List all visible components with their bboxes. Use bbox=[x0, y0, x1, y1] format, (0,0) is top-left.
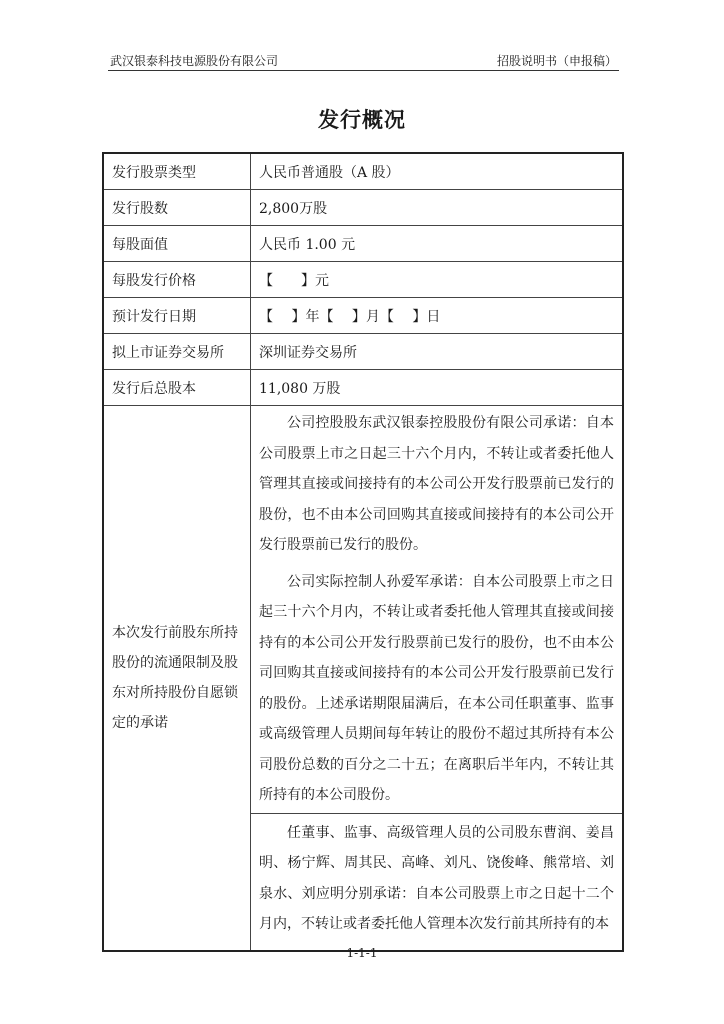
table-row bbox=[103, 190, 623, 226]
row-value: 深圳证券交易所 bbox=[251, 334, 624, 370]
row-label: 发行股数 bbox=[103, 190, 251, 226]
page-number: 1-1-1 bbox=[346, 946, 378, 960]
header-doc-title: 招股说明书（申报稿） bbox=[496, 54, 617, 68]
table-row bbox=[103, 226, 623, 262]
actual-controller-commitment: 公司实际控制人孙爱军承诺：自本公司股票上市之日起三十六个月内，不转让或者委托他人管理其直接或间接持有的本公司公开发行股票前已发行的股份，也不由本公司回购其直接或间接持有的本公司公开发行股票前已发行的股份。上述承诺期限届满后，在本公司任职董事、监事或高级管理人员期间每年转让的股份不超过其所持有本公司股份总数的百分之二十五；在离职后半年内，不转让其所持有的本公司股份。 bbox=[259, 573, 614, 803]
row-label: 发行股票类型 bbox=[103, 153, 251, 190]
table-row bbox=[103, 153, 623, 190]
header-company: 武汉银泰科技电源股份有限公司 bbox=[110, 54, 279, 68]
row-label: 发行后总股本 bbox=[103, 370, 251, 406]
table-row bbox=[103, 334, 623, 370]
row-label: 每股面值 bbox=[103, 226, 251, 262]
row-value: 人民币普通股（A 股） bbox=[251, 153, 624, 190]
table-row bbox=[103, 298, 623, 334]
row-value: 11,080 万股 bbox=[251, 370, 624, 406]
row-label: 拟上市证券交易所 bbox=[103, 334, 251, 370]
table-row bbox=[103, 262, 623, 298]
page-header bbox=[108, 50, 619, 71]
section-title: 发行概况 bbox=[318, 108, 406, 132]
row-label: 每股发行价格 bbox=[103, 262, 251, 298]
row-value: 【 】元 bbox=[251, 262, 624, 298]
table-row bbox=[103, 406, 623, 814]
lockup-label: 本次发行前股东所持股份的流通限制及股东对所持股份自愿锁定的承诺 bbox=[103, 406, 251, 951]
offering-table bbox=[102, 152, 624, 952]
directors-commitment-cell bbox=[251, 813, 624, 951]
row-label: 预计发行日期 bbox=[103, 298, 251, 334]
table-row bbox=[103, 370, 623, 406]
controlling-shareholder-commitment: 公司控股股东武汉银泰控股股份有限公司承诺：自本公司股票上市之日起三十六个月内，不转让或者委托他人管理其直接或间接持有的本公司公开发行股票前已发行的股份，也不由本公司回购其直接或间接持有的本公司公开发行股票前已发行的股份。 bbox=[259, 415, 614, 553]
row-value: 2,800万股 bbox=[251, 190, 624, 226]
row-value: 人民币 1.00 元 bbox=[251, 226, 624, 262]
row-value: 【 】年【 】月【 】日 bbox=[251, 298, 624, 334]
lockup-commitments-cell bbox=[251, 406, 624, 814]
directors-commitment: 任董事、监事、高级管理人员的公司股东曹润、姜昌明、杨宁辉、周其民、高峰、刘凡、饶俊峰、熊常培、刘泉水、刘应明分别承诺：自本公司股票上市之日起十二个月内，不转让或者委托他人管理本次发行前其所持有的本 bbox=[259, 824, 614, 932]
